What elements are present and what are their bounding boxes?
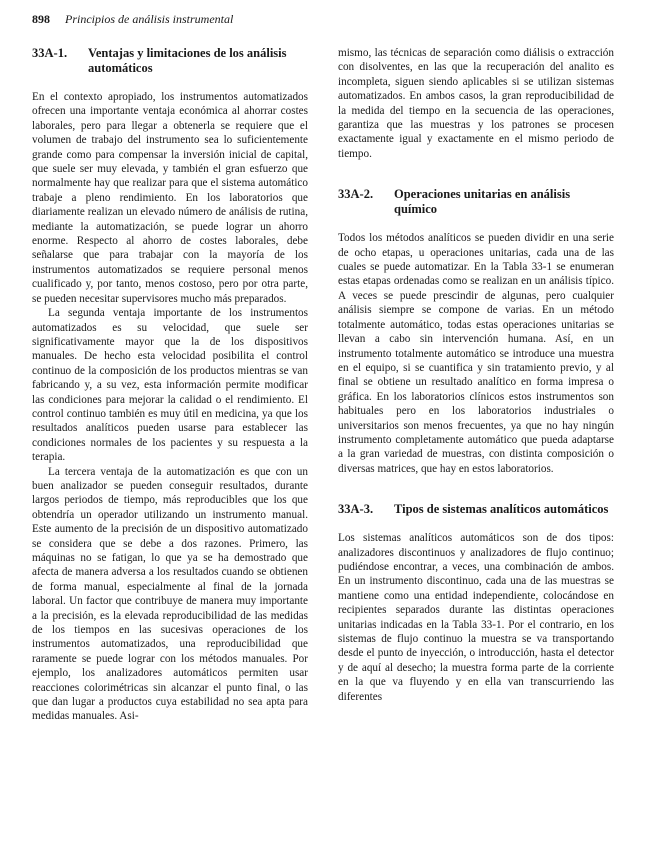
paragraph: En el contexto apropiado, los instrumentos automatizados ofrecen una importante ventaja económica al ahorrar costes laborales, pero para llegar a obtenerla se requiere que el volumen de trabajo del instrumento sea lo suficientemente grande como para compensar la inversión inicial de capital, que suele ser muy elevada, y también el gran esfuerzo que normalmente hay que realizar para que el sistema automático trabaje a pleno rendimiento. En los laboratorios que diariamente realizan un elevado número de análisis de rutina, mediante la automatización, se puede lograr un ahorro enorme. Respecto al ahorro de costes laborales, debe señalarse que para trabajar con la mayoría de los instrumentos automatizados se requiere personal menos cualificado y, por tanto, menos costoso, pero por otra parte, se pueden necesitar supervisores mucho más preparados. <box>32 91 308 305</box>
section-heading-33a3 <box>338 502 614 517</box>
paragraph: La tercera ventaja de la automatización es que con un buen analizador se pueden conseguir resultados, durante largos periodos de tiempo, más reproducibles que los que obtendría un operador utilizando un instrumento manual. Este aumento de la precisión de un dispositivo automatizado se considera que se debe a dos razones. Primero, las máquinas no se fatigan, lo que ya se ha demostrado que afecta de manera adversa a los resultados cuando se obtienen de forma manual, especialmente al final de la jornada laboral. Un factor que contribuye de manera muy importante a la precisión, es la elevada reproducibilidad de las medidas de los tiempos en las sucesivas operaciones de los instrumentos automatizados, una reproducibilidad que raramente se puede lograr con los métodos manuales. Por ejemplo, los analizadores automáticos permiten usar reacciones colorimétricas sin alcanzar el punto final, o las que dan lugar a productos cuya estabilidad no sea apta para medidas manuales. Asi- <box>32 465 308 723</box>
right-column <box>338 46 614 704</box>
section-number: 33A-1. <box>32 46 68 60</box>
paragraph: Los sistemas analíticos automáticos son de dos tipos: analizadores discontinuos y analizadores de flujo continuo; pudiéndose encontrar, a veces, una combinación de ambos. En un instrumento discontinuo, cada una de las muestras se mantiene como una entidad independiente, colocándose en recipientes separados durante las distintas operaciones unitarias indicadas en la Tabla 33-1. Por el contrario, en los sistemas de flujo continuo la muestra se va transportando desde el punto de inyección, o introducción, hasta el detector y de aquí al desecho; la muestra forma parte de la corriente en la que va fluyendo y en ella van transcurriendo las diferentes <box>338 532 614 703</box>
section-number: 33A-2. <box>338 187 374 202</box>
section-heading-33a1 <box>32 46 308 76</box>
section-title: Operaciones unitarias en análisis químico <box>394 187 571 217</box>
paragraph: Todos los métodos analíticos se pueden dividir en una serie de ocho etapas, u operaciones unitarias, cada una de las cuales se puede automatizar. En la Tabla 33-1 se enumeran estas etapas ordenadas como se realizan en un análisis típico. A veces se puede prescindir de algunas, pero cualquier análisis siempre se compone de varias. En un método totalmente automático, todas estas operaciones unitarias se llevan a cabo sin intervención humana. Así, en un instrumento totalmente automático se introduce una muestra en el equipo, si se cuantifica y sin tratamiento previo, y al final se obtiene un resultado analítico en forma impresa o gráfica. En los laboratorios clínicos estos instrumentos son habituales pero en los laboratorios industriales o universitarios son menos frecuentes, ya que no hay ningún instrumento completamente automático que pueda adaptarse a la gran variedad de muestras, con distinta composición o diversas matrices, que hay en estos laboratorios. <box>338 232 614 475</box>
paragraph: mismo, las técnicas de separación como diálisis o extracción con disolventes, en las que la recuperación del analito es incompleta, siguen siendo aplicables si se utilizan sistemas automatizados. En ambos casos, la gran reproducibilidad de la medida del tiempo en la secuencia de las operaciones, garantiza que las muestras y los patrones se procesen exactamente igual y exactamente en el mismo periodo de tiempo. <box>338 47 614 160</box>
page-number: 898 <box>32 12 50 26</box>
running-title: Principios de análisis instrumental <box>65 12 234 26</box>
section-title: Ventajas y limitaciones de los análisis automáticos <box>88 46 287 75</box>
section-heading-33a2 <box>338 187 614 217</box>
section-number: 33A-3. <box>338 502 374 517</box>
page-header <box>32 12 233 27</box>
section-title: Tipos de sistemas analíticos automáticos <box>394 502 609 517</box>
paragraph: La segunda ventaja importante de los instrumentos automatizados es su velocidad, que suele ser significativamente mayor que la de los dispositivos manuales. De hecho esta velocidad posibilita el control continuo de la composición de los productos mientras se van fabricando y, a su vez, esta información permite modificar las condiciones para mejorar la calidad o el rendimiento. El control continuo también es muy útil en medicina, ya que los resultados analíticos pueden usarse para establecer las condiciones normales de los pacientes y su respuesta a la terapia. <box>32 307 308 464</box>
left-column <box>32 46 308 724</box>
